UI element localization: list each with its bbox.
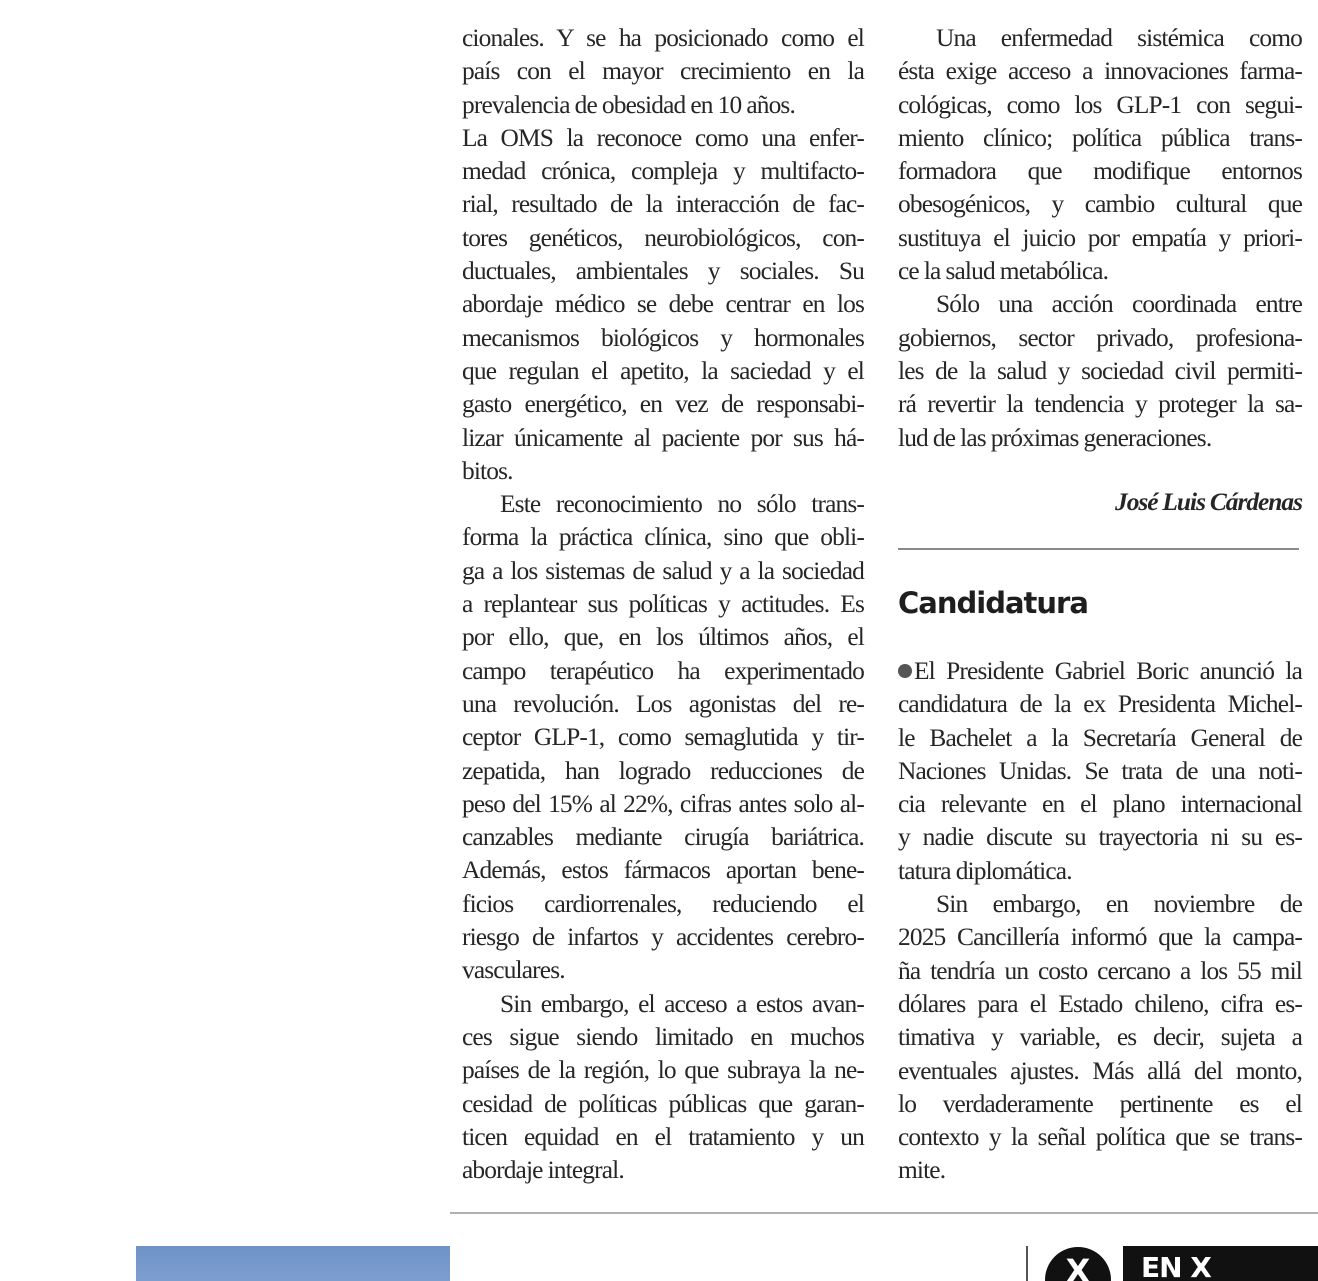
text-line: lizar únicamente al paciente por sus há- [462,423,864,452]
text-line: ésta exige acceso a innovaciones farma- [898,57,1302,86]
text-line: que regulan el apetito, la saciedad y el [462,356,864,385]
author-signature: José Luis Cárdenas [1115,487,1302,516]
text-line: ceptor GLP-1, como semaglutida y tir- [462,723,864,752]
text-line: Sólo una acción coordinada entre [936,290,1302,319]
text-line: países de la región, lo que subraya la ne- [462,1056,864,1085]
text-line: Una enfermedad sistémica como [936,24,1302,52]
section-divider [898,548,1299,550]
page-bottom-rule [450,1212,1318,1214]
text-line: zepatida, han logrado reducciones de [462,756,864,785]
text-line: a replantear sus políticas y actitudes. Es [462,590,864,619]
text-line: tatura diplomática. [898,856,1072,885]
text-line: timativa y variable, es decir, sujeta a [898,1023,1302,1052]
text-line: miento clínico; política pública trans- [898,123,1302,152]
text-line: mecanismos biológicos y hormonales [462,323,864,352]
text-line: ce la salud metabólica. [898,257,1109,286]
text-line: ga a los sistemas de salud y a la sociedad [462,556,864,585]
text-line: campo terapéutico ha experimentado [462,656,864,685]
text-line: gobiernos, sector privado, profesiona- [898,323,1302,352]
section-heading: Candidatura [898,586,1088,620]
text-line: cionales. Y se ha posicionado como el [462,24,864,52]
text-line: les de la salud y sociedad civil permiti- [898,356,1302,385]
text-line: una revolución. Los agonistas del re- [462,689,864,718]
text-line: ficios cardiorrenales, reduciendo el [462,889,864,918]
text-line: Este reconocimiento no sólo trans- [500,490,864,519]
text-line: cesidad de políticas públicas que garan- [462,1089,864,1118]
text-line: rial, resultado de la interacción de fac- [462,190,864,219]
enx-section-label: EN X [1123,1246,1318,1281]
text-line: formadora que modifique entornos [898,157,1302,186]
text-line: sustituya el juicio por empatía y priori- [898,223,1302,252]
x-logo-icon: X [1045,1247,1111,1281]
text-line [898,655,1302,688]
text-line: vasculares. [462,956,565,985]
photo-image [136,1246,450,1281]
text-line: dólares para el Estado chileno, cifra es- [898,989,1302,1018]
text-line: cia relevante en el plano internacional [898,790,1302,819]
text-line: por ello, que, en los últimos años, el [462,623,864,652]
text-line: Sin embargo, en noviembre de [936,890,1302,919]
text-line: cológicas, como los GLP-1 con segui- [898,90,1302,119]
text-line: forma la práctica clínica, sino que obli- [462,523,864,552]
text-line: abordaje integral. [462,1156,624,1185]
text-line: obesogénicos, y cambio cultural que [898,190,1302,219]
right-column-top [898,22,1302,519]
text-line: canzables mediante cirugía bariátrica. [462,823,864,852]
text-line: riesgo de infartos y accidentes cerebro- [462,923,864,952]
candidatura-body [898,655,1302,1188]
text-line: contexto y la señal política que se trans- [898,1123,1302,1152]
text-line: bitos. [462,456,513,485]
vertical-divider [1026,1246,1028,1281]
text-line: abordaje médico se debe centrar en los [462,290,864,319]
text-line: gasto energético, en vez de responsabi- [462,390,864,419]
text-line: ductuales, ambientales y sociales. Su [462,257,864,286]
text-line: ña tendría un costo cercano a los 55 mil [898,956,1302,985]
bullet-text: El Presidente Gabriel Boric anunció la [914,657,1302,685]
text-line: Naciones Unidas. Se trata de una noti- [898,756,1302,785]
text-line: país con el mayor crecimiento en la [462,57,864,86]
text-line: ticen equidad en el tratamiento y un [462,1122,864,1151]
text-line: prevalencia de obesidad en 10 años. [462,90,795,119]
text-line: rá revertir la tendencia y proteger la sa- [898,390,1302,419]
text-line: peso del 15% al 22%, cifras antes solo al- [462,789,864,818]
text-line: eventuales ajustes. Más allá del monto, [898,1056,1302,1085]
bullet-icon [898,664,912,678]
text-line: Además, estos fármacos aportan bene- [462,856,864,885]
text-line: le Bachelet a la Secretaría General de [898,723,1302,752]
text-line: 2025 Cancillería informó que la campa- [898,923,1302,952]
text-line: lo verdaderamente pertinente es el [898,1089,1302,1118]
text-line: y nadie discute su trayectoria ni su es- [898,823,1302,852]
text-line: mite. [898,1156,946,1185]
left-column [462,22,864,1187]
text-line: lud de las próximas generaciones. [898,423,1212,452]
text-line: ces sigue siendo limitado en muchos [462,1022,864,1051]
text-line: tores genéticos, neurobiológicos, con- [462,223,864,252]
text-line: candidatura de la ex Presidenta Michel- [898,690,1302,719]
text-line: La OMS la reconoce como una enfer- [462,123,864,152]
text-line: Sin embargo, el acceso a estos avan- [500,989,864,1018]
text-line: medad crónica, compleja y multifacto- [462,157,864,186]
